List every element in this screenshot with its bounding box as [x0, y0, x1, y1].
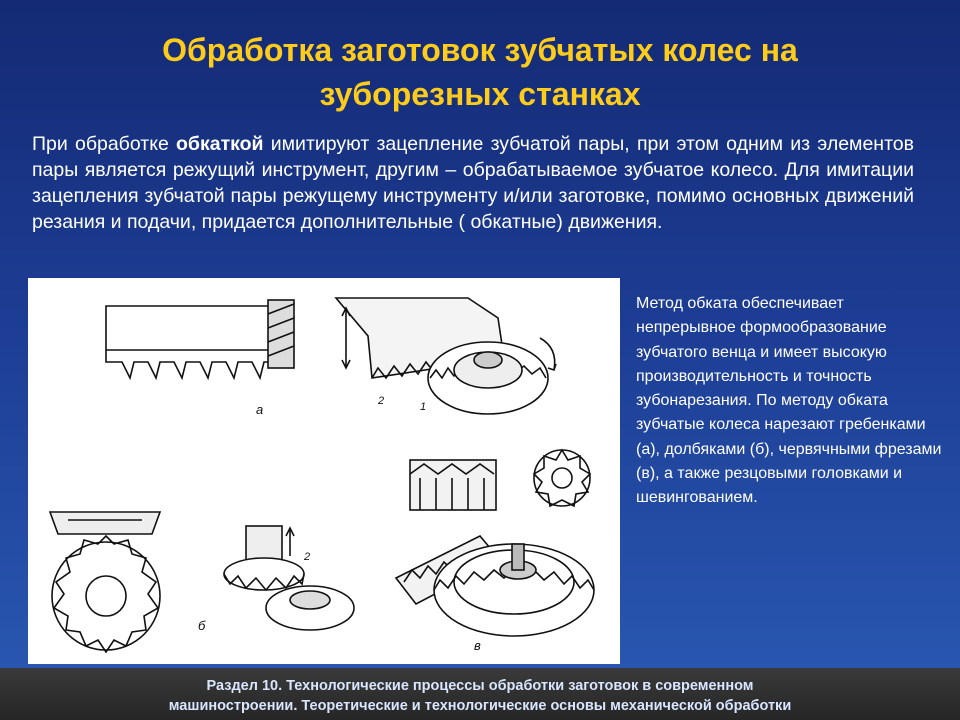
hob-cutter-diagram — [396, 450, 594, 653]
footer-line-2: машиностроении. Теоретические и технологические основы механической обработки — [168, 698, 792, 714]
intro-text-rest: имитируют зацепление зубчатой пары, при этом одним из элементов пары является режущий инструмент, другим – обрабатываемое зубчатое колесо. Для имитации зацепления зубчатой пары режущему инструменту и/или заготовке, помимо основных движений резания и подачи, придается дополнительные ( обкатные) движения. — [32, 133, 914, 233]
intro-text-start: При обработке — [32, 133, 177, 155]
intro-paragraph — [32, 131, 914, 235]
label-v: в — [474, 638, 481, 653]
marker-2-top: 2 — [378, 395, 385, 407]
footer-caption — [0, 676, 960, 716]
method-description: Метод обката обеспечивает непрерывное формообразование зубчатого венца и имеет высокую производительность и точность зубонарезания. По методу обката зубчатые колеса нарезают гребенками (а), долбяками (б), червячными фрезами (в), а также резцовыми головками и шевингованием. — [636, 295, 942, 507]
gear-cutting-illustration — [28, 278, 620, 664]
label-a: а — [256, 402, 264, 417]
title-line-2: зуборезных станках — [319, 76, 641, 112]
marker-1-top: 1 — [420, 401, 427, 413]
label-b: б — [198, 618, 206, 633]
intro-bold-term: обкаткой — [176, 133, 264, 155]
footer-line-1: Раздел 10. Технологические процессы обработки заготовок в современном — [206, 678, 754, 694]
title-line-1: Обработка заготовок зубчатых колес на — [162, 32, 798, 68]
shaper-cutter-diagram — [50, 512, 354, 652]
slide-title — [40, 28, 920, 116]
marker-2-mid: 2 — [304, 551, 311, 563]
rack-cutter-diagram — [106, 298, 556, 417]
